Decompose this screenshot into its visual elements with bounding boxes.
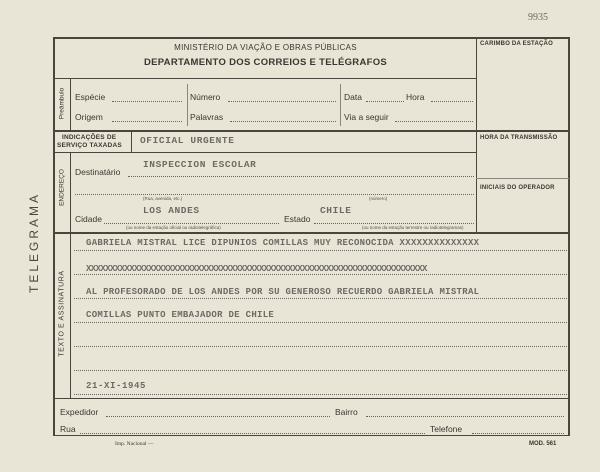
right-column-divider	[476, 37, 477, 233]
right-box-mid-line	[476, 178, 569, 179]
preamble-section-label: Preâmbulo	[58, 87, 66, 120]
footer-top-line	[53, 398, 570, 399]
origem-field[interactable]	[112, 121, 182, 122]
text-line-7	[74, 394, 567, 395]
expedidor-field[interactable]	[106, 416, 330, 417]
text-line-2	[74, 274, 567, 275]
hora-transmissao-label: HORA DA TRANSMISSÃO	[480, 135, 558, 141]
address-top-line	[53, 152, 476, 153]
imprint-text: Imp. Nacional —	[115, 441, 154, 447]
text-line-4	[74, 322, 567, 323]
hora-field[interactable]	[431, 101, 473, 102]
estado-hint: (ou nome da estação terrestre ou radiotelegramas)	[362, 225, 464, 230]
message-date: 21-XI-1945	[86, 381, 147, 391]
frame-bottom	[53, 435, 570, 436]
text-line-1	[74, 250, 567, 251]
cidade-field[interactable]	[104, 223, 279, 224]
preamble-left-divider	[70, 78, 71, 130]
expedidor-label: Expedidor	[60, 407, 99, 417]
text-section-label: TEXTO E ASSINATURA	[58, 270, 66, 357]
telegrama-side-title: TELEGRAMA	[27, 191, 41, 293]
estado-field[interactable]	[314, 223, 474, 224]
indicacoes-label-2: SERVIÇO TAXADAS	[57, 142, 122, 149]
via-field[interactable]	[395, 121, 473, 122]
indicacoes-value: OFICIAL URGENTE	[140, 135, 235, 146]
telefone-field[interactable]	[472, 433, 564, 434]
estado-label: Estado	[284, 214, 311, 224]
text-section-left-divider	[70, 232, 71, 398]
text-section-top-line	[53, 232, 570, 234]
carimbo-label: CARIMBO DA ESTAÇÃO	[480, 41, 553, 47]
numero-hint: (número)	[369, 196, 388, 201]
data-field[interactable]	[366, 101, 404, 102]
destinatario-field[interactable]	[128, 176, 474, 177]
palavras-label: Palavras	[190, 112, 224, 122]
bairro-label: Bairro	[335, 407, 358, 417]
iniciais-operador-label: INICIAIS DO OPERADOR	[480, 185, 555, 191]
rua-hint: (Rua, avenida, etc.)	[143, 196, 183, 201]
form-code: MOD. 561	[529, 441, 557, 447]
especie-field[interactable]	[112, 101, 182, 102]
numero-field[interactable]	[228, 101, 336, 102]
frame-top	[53, 37, 570, 39]
text-line-6	[74, 370, 567, 371]
hora-label: Hora	[406, 92, 425, 102]
origem-label: Origem	[75, 112, 103, 122]
cidade-hint: (ou nome da estação oficial ou radiotelegráfica)	[126, 225, 221, 230]
message-line-3: AL PROFESORADO DE LOS ANDES POR SU GENEROSO RECUERDO GABRIELA MISTRAL	[86, 287, 480, 297]
address-left-divider	[70, 152, 71, 232]
rua-field[interactable]	[80, 433, 425, 434]
especie-label: Espécie	[75, 92, 106, 102]
data-label: Data	[344, 92, 362, 102]
frame-right	[568, 37, 570, 436]
bairro-field[interactable]	[366, 416, 564, 417]
indicacoes-label-1: INDICAÇÕES DE	[62, 134, 117, 141]
destinatario-label: Destinatário	[75, 167, 121, 177]
ministry-title: MINISTÉRIO DA VIAÇÃO E OBRAS PÚBLICAS	[174, 43, 357, 52]
preamble-vline-1	[187, 84, 188, 126]
message-line-4: COMILLAS PUNTO EMBAJADOR DE CHILE	[86, 310, 275, 320]
message-line-1: GABRIELA MISTRAL LICE DIPUNIOS COMILLAS MUY RECONOCIDA XXXXXXXXXXXXXX	[86, 238, 480, 248]
address-street-field[interactable]	[75, 194, 474, 195]
cidade-label: Cidade	[75, 214, 102, 224]
via-label: Via a seguir	[344, 112, 389, 122]
address-section-label: ENDEREÇO	[58, 169, 66, 206]
palavras-field[interactable]	[230, 121, 336, 122]
rua-label: Rua	[60, 424, 76, 434]
indicacoes-divider	[131, 130, 132, 153]
locality-value: LOS ANDES	[143, 205, 200, 216]
telefone-label: Telefone	[430, 424, 463, 434]
preamble-top-line	[53, 78, 476, 79]
estado-value: CHILE	[320, 205, 352, 216]
text-line-5	[74, 346, 567, 347]
message-line-2: XXXXXXXXXXXXXXXXXXXXXXXXXXXXXXXXXXXXXXXXXXXXXXXXXXXXXXXXXXXXXXXXXXXXXXX	[86, 264, 427, 274]
department-title: DEPARTAMENTO DOS CORREIOS E TELÉGRAFOS	[143, 57, 388, 68]
text-line-3	[74, 298, 567, 299]
numero-label: Número	[190, 92, 221, 102]
stamp-number: 9935	[528, 12, 548, 23]
destinatario-value: INSPECCION ESCOLAR	[143, 159, 257, 170]
frame-left	[53, 37, 55, 436]
preamble-vline-2	[340, 84, 341, 126]
